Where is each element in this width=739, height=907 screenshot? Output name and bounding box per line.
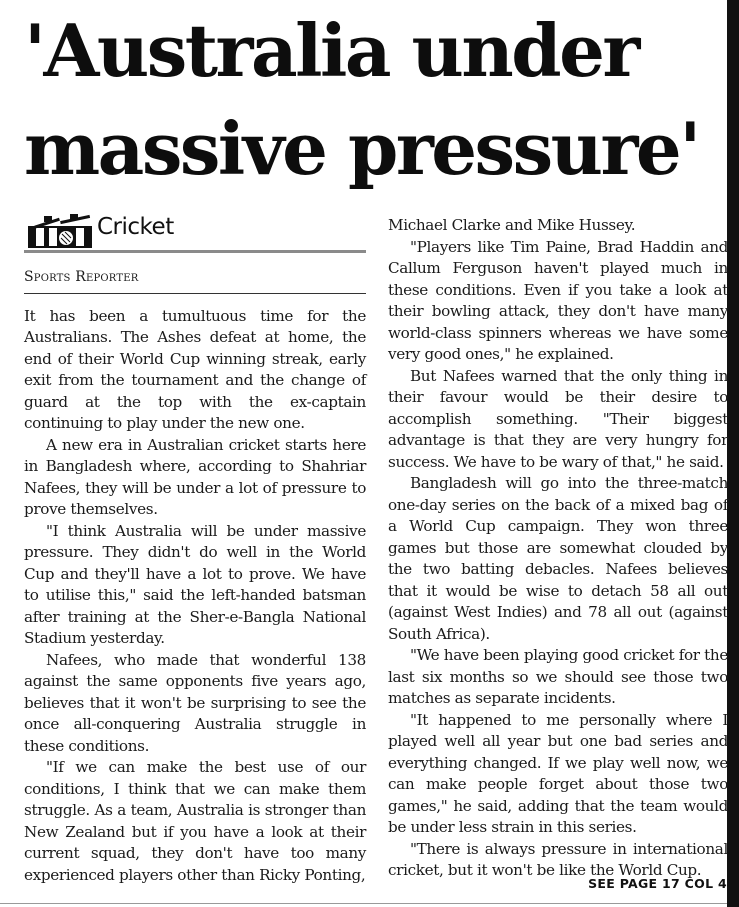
headline-line-1: 'Australia under — [24, 8, 638, 93]
cricket-stumps-ball-icon — [26, 214, 98, 250]
byline: Sports Reporter — [24, 267, 366, 294]
paragraph: "There is always pressure in international cricket, but it won't be like the World Cup. — [388, 839, 728, 879]
paragraph: A new era in Australian cricket starts here in Bangladesh where, according to Shahriar Nafees, they will be under a lot of pressure to prove themselves. — [24, 435, 366, 518]
paragraph: Bangladesh will go into the three-match one-day series on the back of a mixed bag of a World Cup campaign. They won three games but those are somewhat clouded by the two batting debacles. Nafees believes that it would be wise to detach 58 all out (against West Indies) and 78 all out (against South Africa). — [388, 474, 728, 643]
headline-line-2: massive pressure' — [24, 106, 699, 191]
continued-on-link[interactable]: SEE PAGE 17 COL 4 — [588, 876, 727, 891]
paragraph: Nafees, who made that wonderful 138 against the same opponents five years ago, believes that it won't be surprising to see the once all-conquering Australia struggle in these conditions. — [24, 650, 366, 755]
paragraph: "We have been playing good cricket for the last six months so we should see those two matches as separate incidents. — [388, 646, 728, 707]
bottom-divider — [0, 903, 727, 904]
section-label: Cricket — [97, 214, 174, 240]
article-column-left — [24, 214, 366, 886]
paragraph: "Players like Tim Paine, Brad Haddin and Callum Ferguson haven't played much in these conditions. Even if you take a look at their bowling attack, they don't have many world-class spinners whereas we have some very good ones," he explained. — [388, 237, 728, 363]
paragraph: It has been a tumultuous time for the Australians. The Ashes defeat at home, the end of their World Cup winning streak, early exit from the tournament and the change of guard at the top with the ex-captain continuing to play under the new one. — [24, 306, 366, 432]
section-kicker — [24, 214, 366, 253]
paragraph: Michael Clarke and Mike Hussey. — [388, 216, 636, 234]
paragraph: But Nafees warned that the only thing in their favour would be their desire to accomplish something. "Their biggest advantage is that they are very hungry for success. We have to be wary of that," he said. — [388, 366, 728, 471]
paragraph: "I think Australia will be under massive pressure. They didn't do well in the World Cup and they'll have a lot to prove. We have to utilise this," said the left-handed batsman after training at the Sher-e-Bangla National Stadium yesterday. — [24, 521, 366, 647]
headline — [24, 2, 724, 198]
paragraph: "It happened to me personally where I played well all year but one bad series and everything changed. If we play well now, we can make people forget about those two games," he said, adding that the team would be under less strain in this series. — [388, 710, 728, 836]
page-edge-rule — [727, 0, 739, 907]
paragraph: "If we can make the best use of our conditions, I think that we can make them struggle. As a team, Australia is stronger than New Zealand but if you have a look at their current squad, they don't have too many experienced players other than Ricky Ponting, — [24, 758, 366, 884]
article-column-right — [388, 215, 728, 882]
